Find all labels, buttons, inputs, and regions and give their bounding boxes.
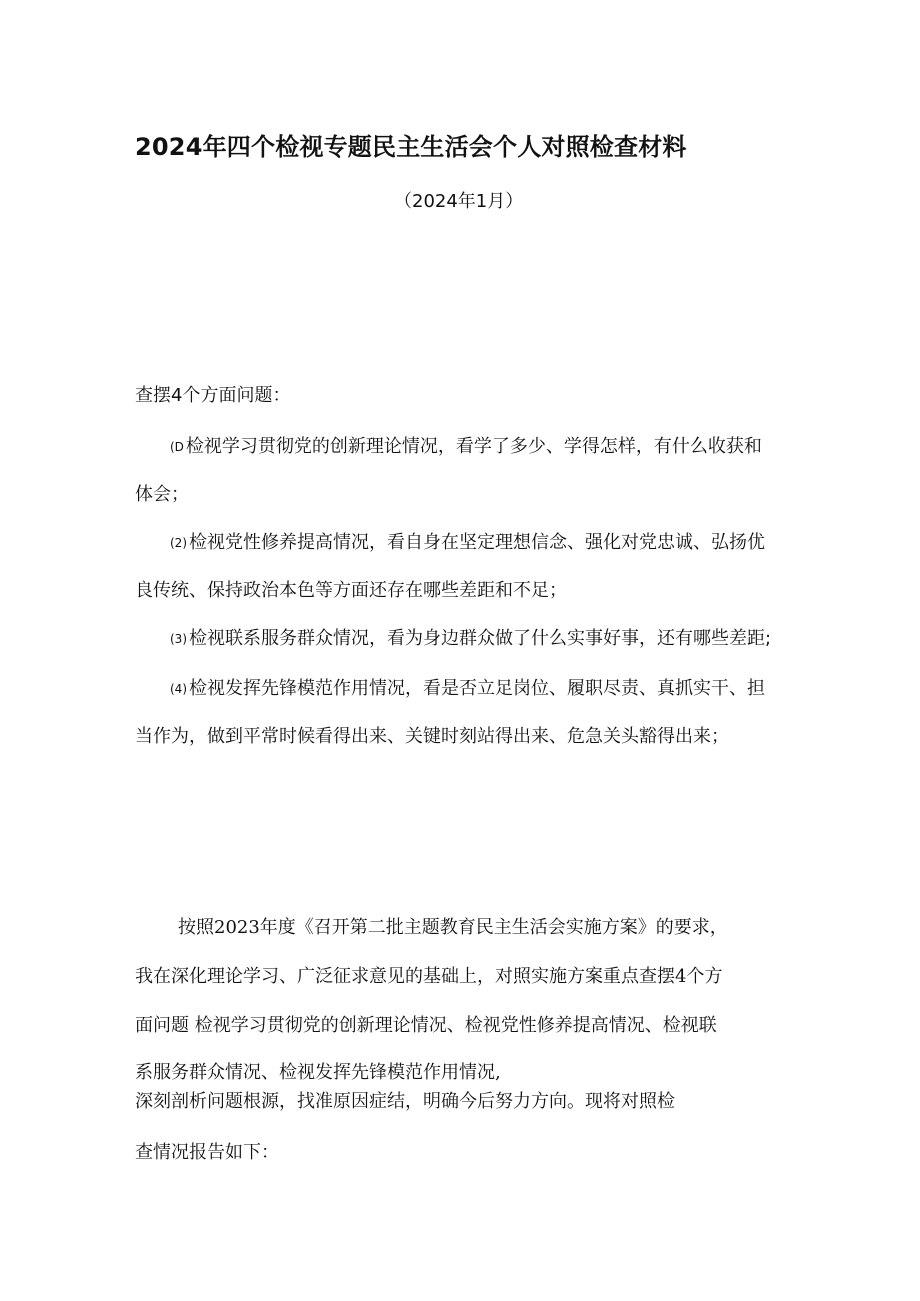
body-line-4: 系服务群众情况、检视发挥先锋模范作用情况, — [135, 1062, 501, 1083]
list-item-2 — [170, 528, 765, 554]
list-item-4 — [170, 674, 765, 700]
document-date: （2024年1月） — [394, 191, 524, 212]
body-line-2: 我在深化理论学习、广泛征求意见的基础上，对照实施方案重点查摆4个方 — [135, 966, 723, 987]
list-item-1-continuation: 体会； — [135, 484, 189, 505]
body-line-5: 深刻剖析问题根源，找准原因症结，明确今后努力方向。现将对照检 — [135, 1091, 675, 1112]
body-line-1: 按照2023年度《召开第二批主题教育民主生活会实施方案》的要求， — [178, 917, 728, 938]
list-item-1-text: 检视学习贯彻党的创新理论情况，看学了多少、学得怎样，有什么收获和 — [185, 436, 762, 457]
list-item-2-number: (2) — [170, 536, 187, 550]
list-item-3-number: (3) — [170, 632, 187, 646]
body-line-6: 查情况报告如下： — [135, 1142, 279, 1163]
list-item-4-text: 检视发挥先锋模范作用情况，看是否立足岗位、履职尽责、真抓实干、担 — [189, 678, 765, 699]
list-item-2-continuation: 良传统、保持政治本色等方面还存在哪些差距和不足； — [135, 580, 567, 601]
list-item-2-text: 检视党性修养提高情况，看自身在坚定理想信念、强化对党忠诚、弘扬优 — [189, 532, 765, 553]
section-intro: 查摆4个方面问题： — [135, 385, 291, 406]
list-item-1-number: (D — [170, 440, 184, 454]
list-item-3 — [170, 624, 771, 650]
list-item-4-number: (4) — [170, 682, 187, 696]
list-item-1 — [170, 432, 762, 458]
body-line-3: 面问题 检视学习贯彻党的创新理论情况、检视党性修养提高情况、检视联 — [135, 1015, 717, 1036]
list-item-4-continuation: 当作为，做到平常时候看得出来、关键时刻站得出来、危急关头豁得出来； — [135, 726, 729, 747]
document-title: 2024年四个检视专题民主生活会个人对照检查材料 — [135, 133, 687, 161]
list-item-3-text: 检视联系服务群众情况，看为身边群众做了什么实事好事，还有哪些差距; — [189, 628, 772, 649]
